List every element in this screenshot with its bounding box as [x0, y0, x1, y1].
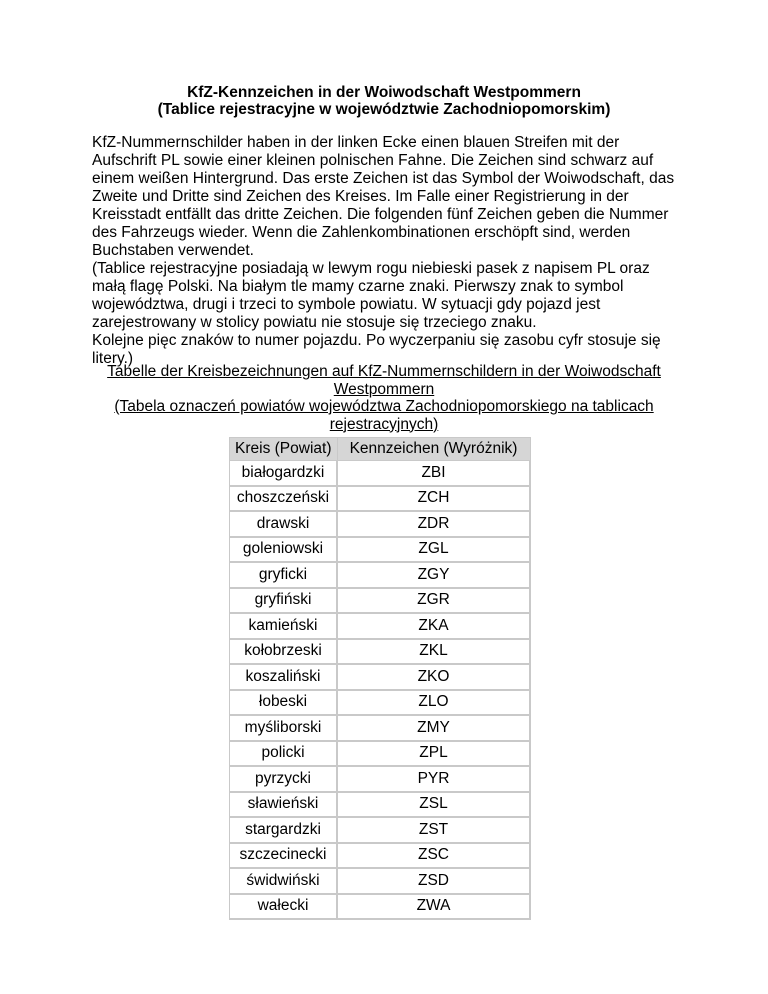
title-german: KfZ-Kennzeichen in der Woiwodschaft Westpommern — [187, 84, 581, 101]
paragraph-line: litery.) — [92, 350, 134, 367]
plate-code-cell: ZST — [337, 817, 530, 843]
plate-code-cell: ZSD — [337, 868, 530, 894]
table-caption — [90, 363, 678, 433]
table-row — [230, 843, 531, 869]
paragraph-line: zarejestrowany w stolicy powiatu nie stosuje się trzeciego znaku. — [92, 314, 537, 331]
plate-code-cell: ZGY — [337, 562, 530, 588]
paragraph-line: Zweite und Dritte sind Zeichen des Kreises. Im Falle einer Registrierung in der — [92, 188, 629, 205]
plate-code-cell: ZKO — [337, 664, 530, 690]
district-name-cell: goleniowski — [230, 537, 338, 563]
district-name-cell: sławieński — [230, 792, 338, 818]
caption-line: rejestracyjnych) — [329, 415, 439, 433]
district-name-cell: gryficki — [230, 562, 338, 588]
district-name-cell: policki — [230, 741, 338, 767]
table-row — [230, 511, 531, 537]
district-name-cell: koszaliński — [230, 664, 338, 690]
table-row — [230, 894, 531, 920]
table-row — [230, 741, 531, 767]
description-paragraph — [92, 134, 692, 368]
plate-code-cell: ZCH — [337, 486, 530, 512]
table-row — [230, 868, 531, 894]
district-name-cell: białogardzki — [230, 461, 338, 486]
table-row — [230, 766, 531, 792]
district-name-cell: myśliborski — [230, 715, 338, 741]
district-name-cell: gryfiński — [230, 588, 338, 614]
paragraph-line: (Tablice rejestracyjne posiadają w lewym rogu niebieski pasek z napisem PL oraz — [92, 260, 650, 277]
paragraph-line: KfZ-Nummernschilder haben in der linken Ecke einen blauen Streifen mit der — [92, 134, 620, 151]
plate-code-cell: ZBI — [337, 461, 530, 486]
table-row — [230, 690, 531, 716]
paragraph-line: Kreisstadt entfällt das dritte Zeichen. Die folgenden fünf Zeichen geben die Nummer — [92, 206, 669, 223]
plate-code-cell: PYR — [337, 766, 530, 792]
plate-code-cell: ZGL — [337, 537, 530, 563]
table-row — [230, 461, 531, 486]
plates-table — [229, 437, 531, 920]
column-header-kreis: Kreis (Powiat) — [230, 438, 338, 461]
table-row — [230, 639, 531, 665]
district-name-cell: stargardzki — [230, 817, 338, 843]
district-name-cell: kamieński — [230, 613, 338, 639]
plate-code-cell: ZWA — [337, 894, 530, 920]
plate-code-cell: ZGR — [337, 588, 530, 614]
table-row — [230, 486, 531, 512]
district-name-cell: pyrzycki — [230, 766, 338, 792]
district-name-cell: wałecki — [230, 894, 338, 920]
plate-code-cell: ZPL — [337, 741, 530, 767]
table-row — [230, 562, 531, 588]
district-name-cell: szczecinecki — [230, 843, 338, 869]
plate-code-cell: ZDR — [337, 511, 530, 537]
plate-code-cell: ZLO — [337, 690, 530, 716]
table-row — [230, 613, 531, 639]
table-row — [230, 715, 531, 741]
table-header-row — [230, 438, 531, 461]
paragraph-line: Aufschrift PL sowie einer kleinen polnischen Fahne. Die Zeichen sind schwarz auf — [92, 152, 654, 169]
plate-code-cell: ZSL — [337, 792, 530, 818]
title-polish: (Tablice rejestracyjne w województwie Zachodniopomorskim) — [157, 101, 611, 118]
caption-line: Tabelle der Kreisbezeichnungen auf KfZ-Nummernschildern in der Woiwodschaft — [107, 363, 661, 380]
paragraph-line: einem weißen Hintergrund. Das erste Zeichen ist das Symbol der Woiwodschaft, das — [92, 170, 675, 187]
district-name-cell: kołobrzeski — [230, 639, 338, 665]
district-name-cell: drawski — [230, 511, 338, 537]
district-name-cell: łobeski — [230, 690, 338, 716]
table-row — [230, 792, 531, 818]
district-name-cell: choszczeński — [230, 486, 338, 512]
column-header-kennzeichen: Kennzeichen (Wyróżnik) — [337, 438, 530, 461]
paragraph-line: województwa, drugi i trzeci to symbole powiatu. W sytuacji gdy pojazd jest — [92, 296, 601, 313]
plate-code-cell: ZSC — [337, 843, 530, 869]
table-row — [230, 664, 531, 690]
table-row — [230, 817, 531, 843]
table-body — [230, 461, 531, 920]
caption-line: Westpommern — [333, 380, 435, 398]
caption-line: (Tabela oznaczeń powiatów województwa Zachodniopomorskiego na tablicach — [114, 398, 654, 415]
plate-code-cell: ZKL — [337, 639, 530, 665]
paragraph-line: des Fahrzeugs wieder. Wenn die Zahlenkombinationen erschöpft sind, werden — [92, 224, 631, 241]
paragraph-line: małą flagę Polski. Na białym tle mamy czarne znaki. Pierwszy znak to symbol — [92, 278, 624, 295]
table-row — [230, 588, 531, 614]
district-name-cell: świdwiński — [230, 868, 338, 894]
plate-code-cell: ZKA — [337, 613, 530, 639]
table-row — [230, 537, 531, 563]
paragraph-line: Kolejne pięc znaków to numer pojazdu. Po wyczerpaniu się zasobu cyfr stosuje się — [92, 332, 661, 349]
paragraph-line: Buchstaben verwendet. — [92, 242, 254, 259]
plate-code-cell: ZMY — [337, 715, 530, 741]
